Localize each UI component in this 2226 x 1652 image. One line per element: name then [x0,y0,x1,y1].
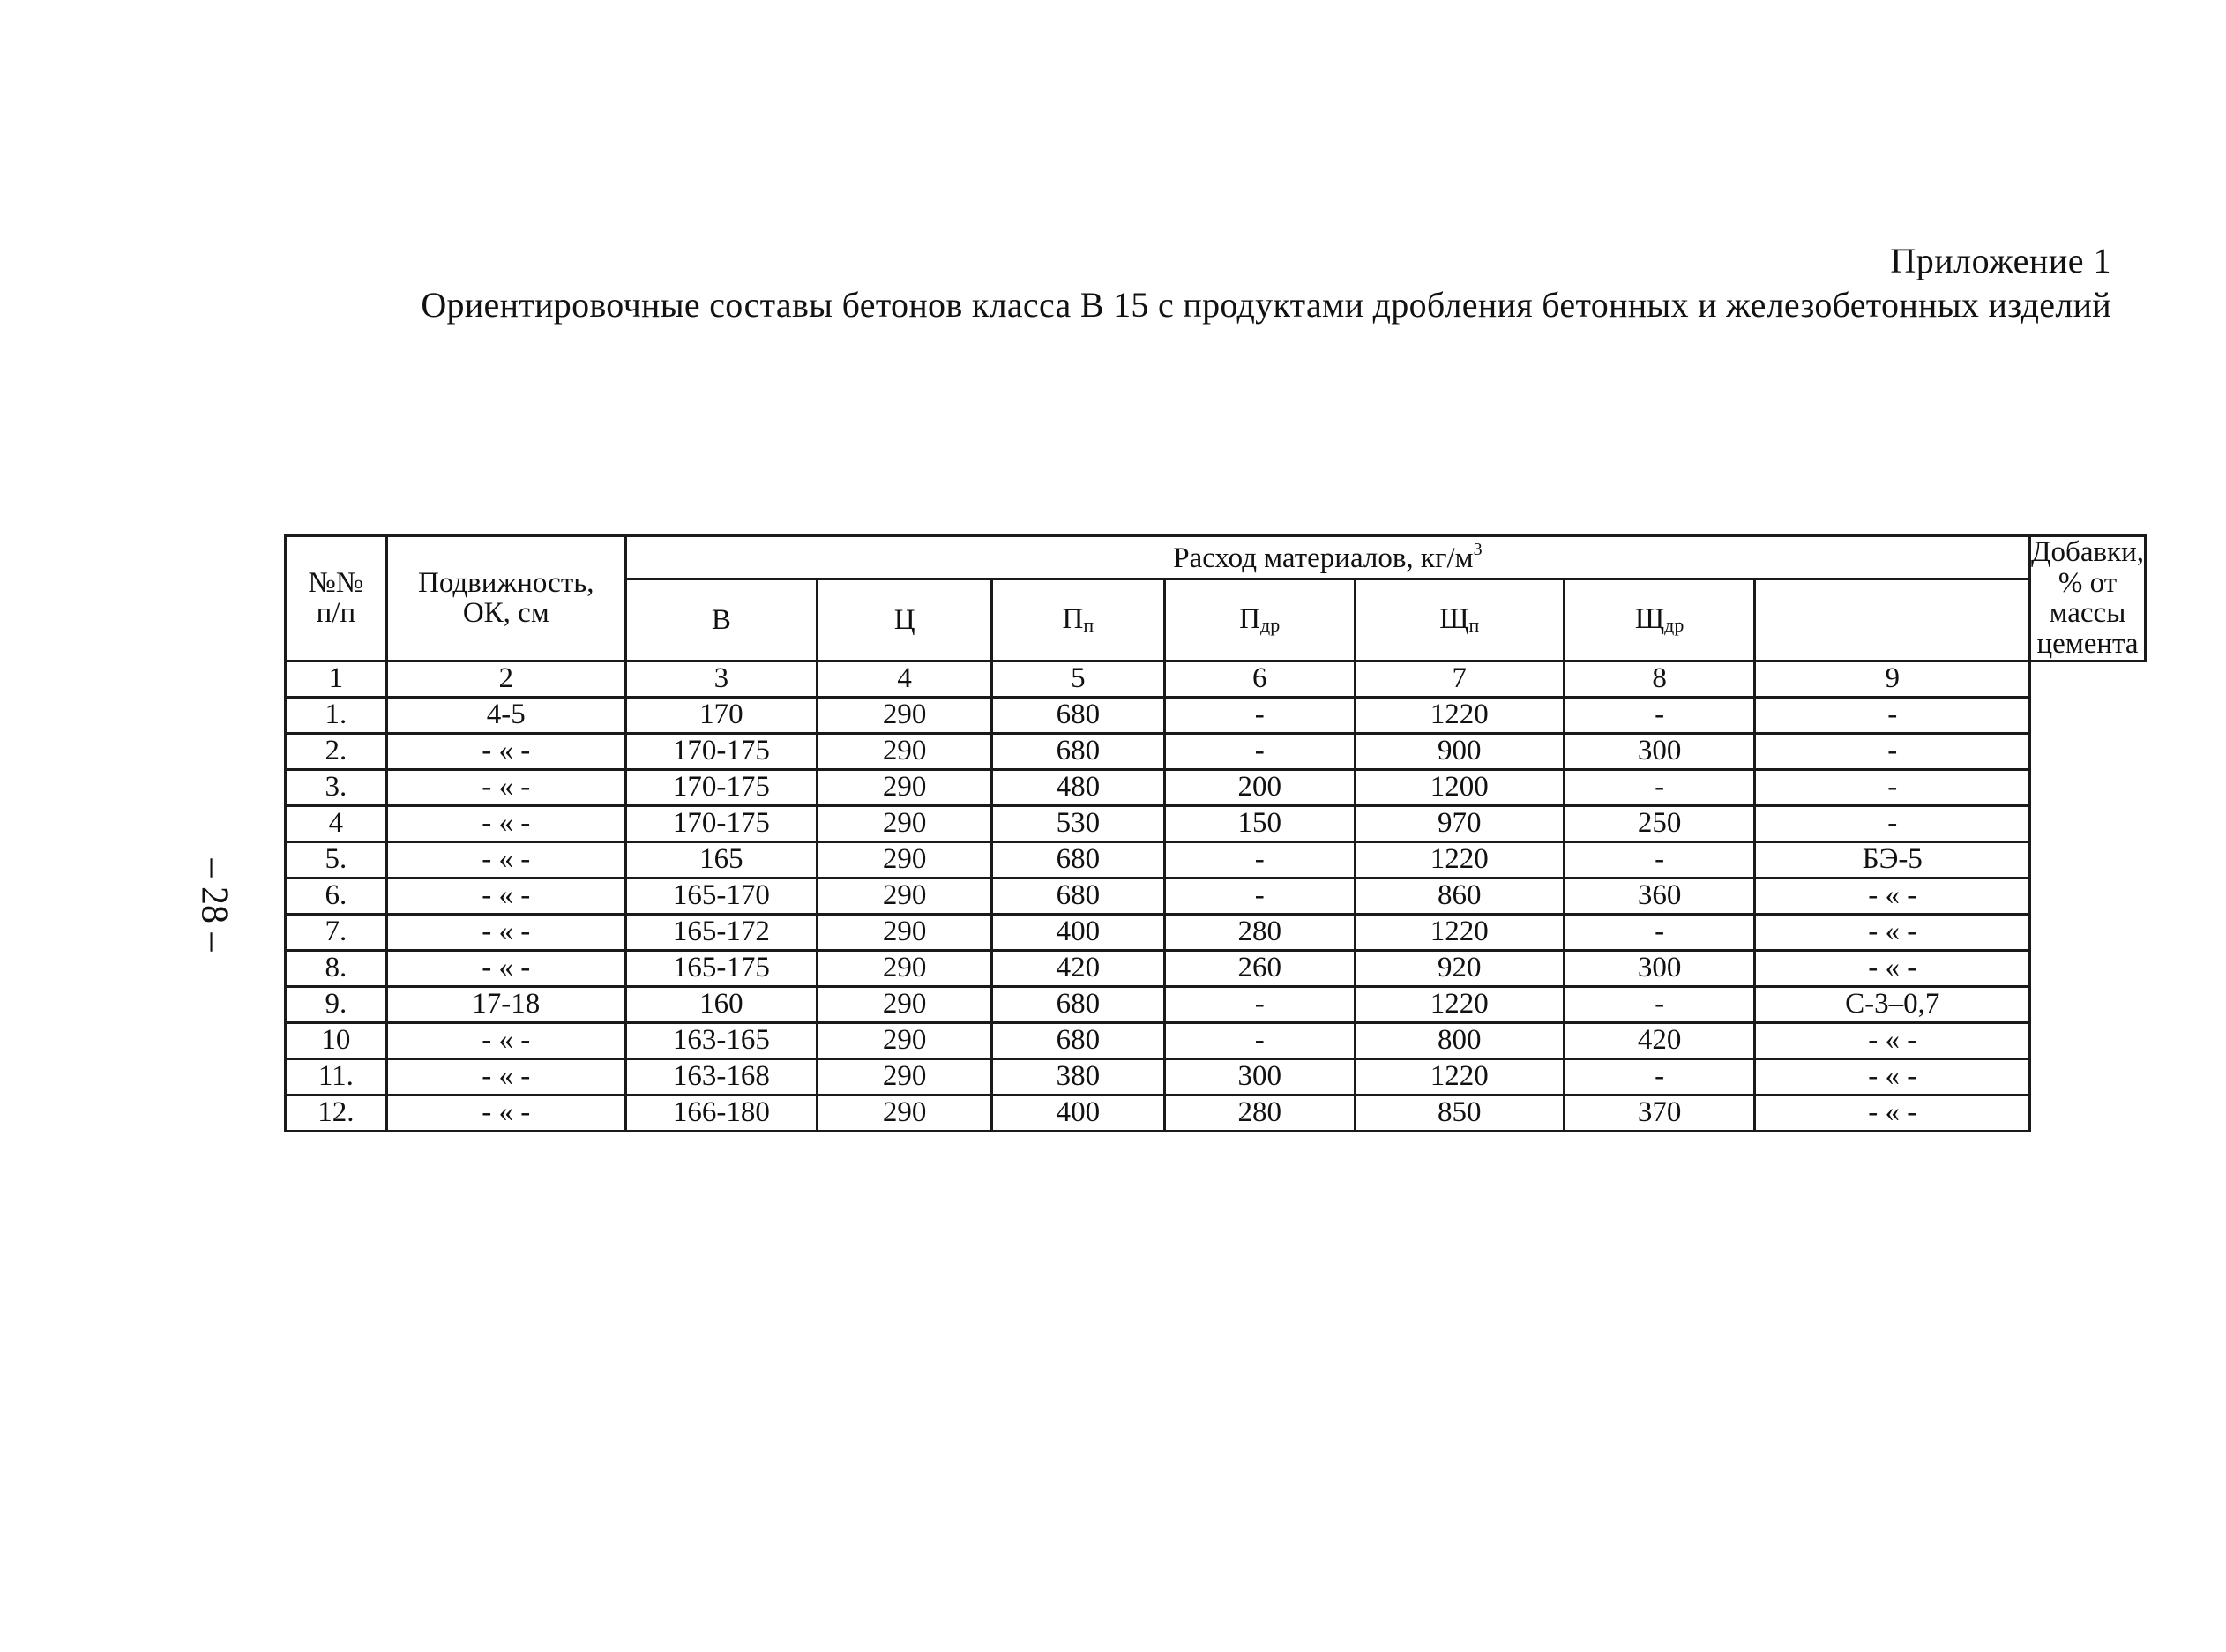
cell-natural-gravel: 800 [1355,1022,1564,1058]
cell-natural-sand: 400 [992,1095,1164,1131]
cell-crushed-gravel: - [1564,914,1755,950]
cell-crushed-gravel: 360 [1564,878,1755,914]
header-natural-gravel [1355,579,1564,661]
header-consumption-text: Расход материалов, кг/м [1173,542,1474,575]
cell-crushed-gravel: - [1564,1058,1755,1095]
cell-water: 166-180 [625,1095,817,1131]
cell-row-number: 3. [286,769,387,805]
header-additives-line1: Добавки, [2031,536,2144,568]
cell-water: 170 [625,697,817,733]
cell-natural-gravel: 970 [1355,805,1564,841]
header-crushed-sand-base: П [1239,603,1261,636]
cell-crushed-sand: 260 [1164,950,1355,986]
cell-mobility: - « - [386,950,625,986]
cell-mobility: - « - [386,878,625,914]
cell-water: 163-165 [625,1022,817,1058]
cell-crushed-sand: - [1164,697,1355,733]
cell-natural-sand: 400 [992,914,1164,950]
cell-natural-sand: 680 [992,878,1164,914]
page-number: – 28 – [193,858,235,952]
cell-natural-gravel: 1200 [1355,769,1564,805]
cell-water: 170-175 [625,733,817,769]
cell-natural-sand: 680 [992,841,1164,878]
header-cement: Ц [818,579,992,661]
cell-cement: 290 [818,1095,992,1131]
concrete-mix-table [284,534,2147,1132]
cell-natural-sand: 680 [992,986,1164,1022]
cell-additives: - [1755,769,2030,805]
column-number: 4 [818,661,992,697]
table-row [286,769,2146,805]
cell-natural-gravel: 920 [1355,950,1564,986]
cell-crushed-sand: - [1164,841,1355,878]
cell-row-number: 1. [286,697,387,733]
column-number: 8 [1564,661,1755,697]
cell-natural-sand: 680 [992,697,1164,733]
header-number-line2: п/п [316,597,356,630]
cell-natural-sand: 530 [992,805,1164,841]
cell-water: 165 [625,841,817,878]
cell-crushed-sand: - [1164,733,1355,769]
cell-mobility: - « - [386,841,625,878]
header-additives-line3: цемента [2036,627,2139,660]
column-number: 2 [386,661,625,697]
cell-additives: - [1755,697,2030,733]
column-number: 3 [625,661,817,697]
cell-mobility: 17-18 [386,986,625,1022]
cell-natural-gravel: 1220 [1355,1058,1564,1095]
table-row [286,1022,2146,1058]
header-natural-gravel-sub: п [1468,614,1480,637]
cell-crushed-gravel: 420 [1564,1022,1755,1058]
cell-mobility: - « - [386,1095,625,1131]
cell-cement: 290 [818,769,992,805]
cell-water: 163-168 [625,1058,817,1095]
cell-mobility: 4-5 [386,697,625,733]
cell-row-number: 12. [286,1095,387,1131]
header-mobility [386,536,625,662]
cell-natural-gravel: 850 [1355,1095,1564,1131]
cell-crushed-sand: 200 [1164,769,1355,805]
header-additives-line2: % от массы [2049,566,2126,630]
cell-water: 160 [625,986,817,1022]
cell-water: 165-172 [625,914,817,950]
page-title: Ориентировочные составы бетонов класса В 15 с продуктами дробления бетонных и железобетонных изделий [421,285,2111,325]
table-row [286,805,2146,841]
header-additives [2030,536,2146,662]
cell-cement: 290 [818,950,992,986]
cell-cement: 290 [818,914,992,950]
cell-natural-sand: 680 [992,1022,1164,1058]
header-mobility-line1: Подвижность, [417,566,594,599]
cell-crushed-sand: 150 [1164,805,1355,841]
cell-crushed-gravel: 300 [1564,950,1755,986]
cell-natural-sand: 420 [992,950,1164,986]
cell-cement: 290 [818,1058,992,1095]
header-mobility-line2: ОК, см [462,597,549,630]
column-number: 9 [1755,661,2030,697]
header-crushed-gravel-base: Щ [1634,603,1665,636]
header-crushed-gravel [1564,579,1755,661]
cell-row-number: 5. [286,841,387,878]
cell-row-number: 4 [286,805,387,841]
table-row [286,697,2146,733]
cell-crushed-gravel: - [1564,697,1755,733]
cell-mobility: - « - [386,1022,625,1058]
cell-cement: 290 [818,986,992,1022]
cell-additives: С-3–0,7 [1755,986,2030,1022]
header-crushed-gravel-sub: др [1664,614,1684,637]
cell-natural-gravel: 1220 [1355,841,1564,878]
header-number [286,536,387,662]
cell-natural-gravel: 1220 [1355,914,1564,950]
cell-natural-gravel: 1220 [1355,986,1564,1022]
cell-additives: - « - [1755,878,2030,914]
cell-row-number: 9. [286,986,387,1022]
cell-crushed-sand: - [1164,1022,1355,1058]
cell-mobility: - « - [386,769,625,805]
cell-crushed-sand: 280 [1164,914,1355,950]
table-row [286,986,2146,1022]
table-row [286,878,2146,914]
cell-natural-sand: 680 [992,733,1164,769]
cell-cement: 290 [818,733,992,769]
cell-cement: 290 [818,878,992,914]
cell-cement: 290 [818,697,992,733]
cell-crushed-sand: - [1164,878,1355,914]
cell-additives: БЭ-5 [1755,841,2030,878]
appendix-label: Приложение 1 [1890,241,2111,280]
cell-crushed-gravel: - [1564,986,1755,1022]
cell-natural-sand: 380 [992,1058,1164,1095]
header-material-consumption [625,536,2029,579]
cell-mobility: - « - [386,733,625,769]
cell-cement: 290 [818,1022,992,1058]
header-number-line1: №№ [308,566,364,599]
cell-row-number: 11. [286,1058,387,1095]
cell-cement: 290 [818,841,992,878]
cell-additives: - « - [1755,950,2030,986]
cell-crushed-sand: - [1164,986,1355,1022]
cell-water: 170-175 [625,769,817,805]
cell-crushed-gravel: - [1564,841,1755,878]
cell-crushed-gravel: - [1564,769,1755,805]
cell-natural-gravel: 1220 [1355,697,1564,733]
cell-natural-gravel: 900 [1355,733,1564,769]
table-row [286,950,2146,986]
header-consumption-superscript: 3 [1473,540,1483,560]
cell-row-number: 8. [286,950,387,986]
header-natural-sand-sub: п [1083,614,1094,637]
cell-mobility: - « - [386,1058,625,1095]
cell-mobility: - « - [386,805,625,841]
cell-additives: - « - [1755,1022,2030,1058]
table-row [286,914,2146,950]
table-row [286,733,2146,769]
column-number: 6 [1164,661,1355,697]
column-number: 5 [992,661,1164,697]
cell-natural-sand: 480 [992,769,1164,805]
header-crushed-sand [1164,579,1355,661]
cell-crushed-gravel: 250 [1564,805,1755,841]
cell-additives: - [1755,805,2030,841]
cell-row-number: 10 [286,1022,387,1058]
column-number: 1 [286,661,387,697]
cell-cement: 290 [818,805,992,841]
cell-water: 165-170 [625,878,817,914]
cell-water: 170-175 [625,805,817,841]
header-natural-sand-base: П [1062,603,1084,636]
table-row [286,1095,2146,1131]
cell-row-number: 2. [286,733,387,769]
header-natural-sand [992,579,1164,661]
cell-additives: - « - [1755,1095,2030,1131]
cell-additives: - « - [1755,1058,2030,1095]
column-number: 7 [1355,661,1564,697]
cell-row-number: 6. [286,878,387,914]
table-row [286,841,2146,878]
cell-natural-gravel: 860 [1355,878,1564,914]
cell-additives: - « - [1755,914,2030,950]
header-natural-gravel-base: Щ [1439,603,1469,636]
cell-mobility: - « - [386,914,625,950]
cell-additives: - [1755,733,2030,769]
cell-row-number: 7. [286,914,387,950]
header-crushed-sand-sub: др [1260,614,1281,637]
table-body [286,697,2146,1131]
header-water: В [625,579,817,661]
cell-crushed-gravel: 300 [1564,733,1755,769]
table-row [286,1058,2146,1095]
cell-crushed-sand: 300 [1164,1058,1355,1095]
column-number-row [286,661,2146,697]
cell-crushed-sand: 280 [1164,1095,1355,1131]
cell-water: 165-175 [625,950,817,986]
cell-crushed-gravel: 370 [1564,1095,1755,1131]
